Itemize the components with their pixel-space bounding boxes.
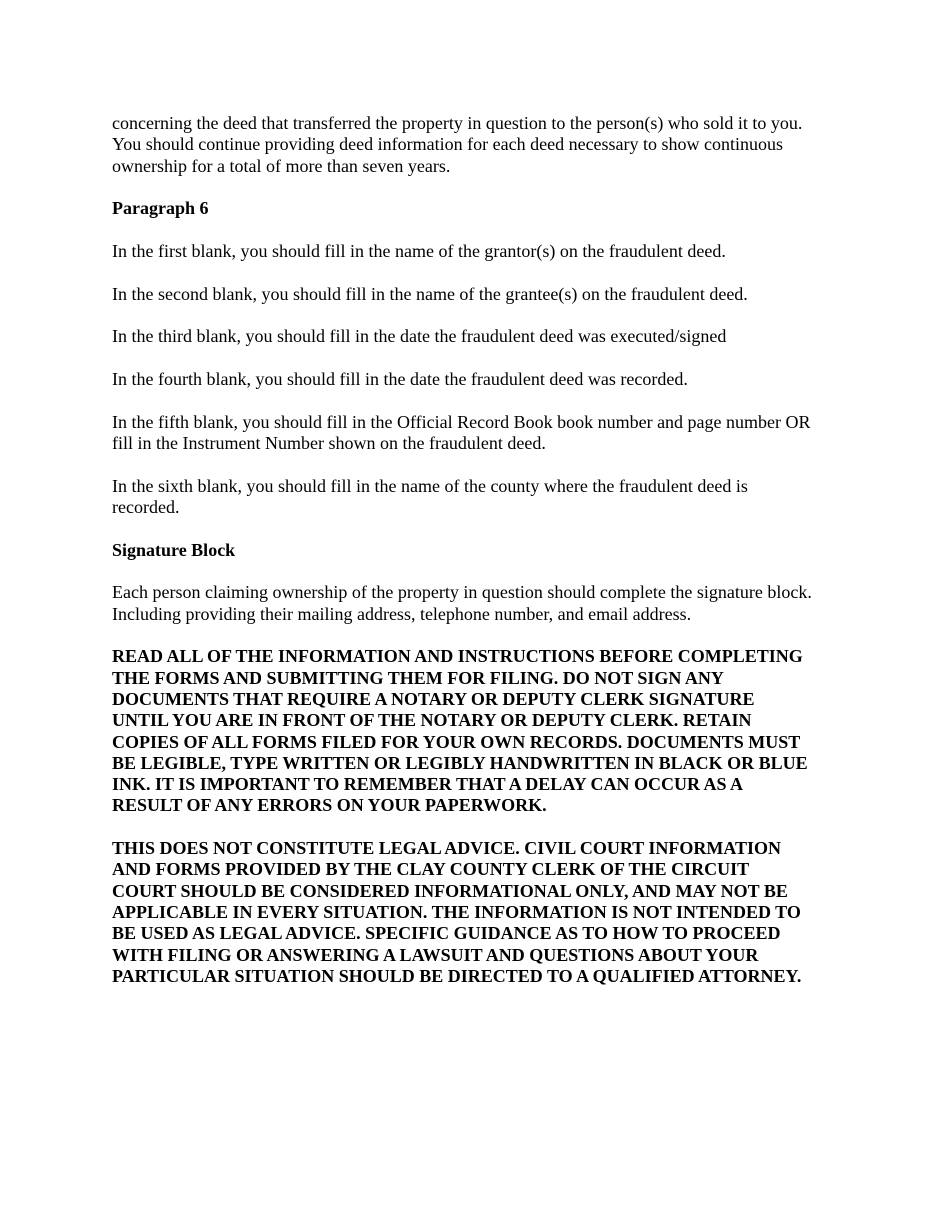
notice-paragraph xyxy=(112,646,852,816)
text-line: In the second blank, you should fill in the name of the grantee(s) on the fraudulent deed. xyxy=(112,283,748,304)
paragraph xyxy=(112,369,852,390)
notice-paragraph xyxy=(112,838,852,987)
text-line: UNTIL YOU ARE IN FRONT OF THE NOTARY OR DEPUTY CLERK. RETAIN xyxy=(112,710,752,731)
text-line: COPIES OF ALL FORMS FILED FOR YOUR OWN RECORDS. DOCUMENTS MUST xyxy=(112,731,801,752)
section-heading xyxy=(112,198,852,219)
text-line: BE USED AS LEGAL ADVICE. SPECIFIC GUIDANCE AS TO HOW TO PROCEED xyxy=(112,923,781,944)
text-line: WITH FILING OR ANSWERING A LAWSUIT AND QUESTIONS ABOUT YOUR xyxy=(112,944,759,965)
text-line: APPLICABLE IN EVERY SITUATION. THE INFORMATION IS NOT INTENDED TO xyxy=(112,902,801,923)
text-line: In the third blank, you should fill in the date the fraudulent deed was executed/signed xyxy=(112,326,727,347)
text-line: DOCUMENTS THAT REQUIRE A NOTARY OR DEPUTY CLERK SIGNATURE xyxy=(112,688,755,709)
text-line: THIS DOES NOT CONSTITUTE LEGAL ADVICE. CIVIL COURT INFORMATION xyxy=(112,838,782,859)
text-line: BE LEGIBLE, TYPE WRITTEN OR LEGIBLY HANDWRITTEN IN BLACK OR BLUE xyxy=(112,752,808,773)
text-line: COURT SHOULD BE CONSIDERED INFORMATIONAL ONLY, AND MAY NOT BE xyxy=(112,880,788,901)
text-line: INK. IT IS IMPORTANT TO REMEMBER THAT A DELAY CAN OCCUR AS A xyxy=(112,774,744,795)
paragraph xyxy=(112,476,852,519)
paragraph xyxy=(112,582,852,625)
text-line: Including providing their mailing address, telephone number, and email address. xyxy=(112,603,692,624)
text-line: THE FORMS AND SUBMITTING THEM FOR FILING. DO NOT SIGN ANY xyxy=(112,667,724,688)
text-line: READ ALL OF THE INFORMATION AND INSTRUCTIONS BEFORE COMPLETING xyxy=(112,646,803,667)
text-line: In the fifth blank, you should fill in the Official Record Book book number and page number OR xyxy=(112,411,811,432)
text-line: PARTICULAR SITUATION SHOULD BE DIRECTED TO A QUALIFIED ATTORNEY. xyxy=(112,965,802,986)
paragraph xyxy=(112,412,852,455)
paragraph xyxy=(112,241,852,262)
text-line: You should continue providing deed information for each deed necessary to show continuous xyxy=(112,134,784,155)
text-line: Paragraph 6 xyxy=(112,198,209,219)
text-line: recorded. xyxy=(112,497,180,517)
paragraph xyxy=(112,284,852,305)
text-line: In the sixth blank, you should fill in the name of the county where the fraudulent deed is xyxy=(112,475,748,496)
text-line: In the fourth blank, you should fill in the date the fraudulent deed was recorded. xyxy=(112,369,688,390)
text-line: fill in the Instrument Number shown on the fraudulent deed. xyxy=(112,433,546,454)
paragraph xyxy=(112,113,852,177)
text-line: ownership for a total of more than seven years. xyxy=(112,155,451,176)
text-line: In the first blank, you should fill in the name of the grantor(s) on the fraudulent deed. xyxy=(112,240,726,261)
text-line: RESULT OF ANY ERRORS ON YOUR PAPERWORK. xyxy=(112,795,547,816)
paragraph xyxy=(112,326,852,347)
text-line: Signature Block xyxy=(112,539,236,560)
document-page xyxy=(112,113,852,1009)
text-line: concerning the deed that transferred the property in question to the person(s) who sold it to you. xyxy=(112,113,803,133)
text-line: AND FORMS PROVIDED BY THE CLAY COUNTY CLERK OF THE CIRCUIT xyxy=(112,859,750,880)
section-heading xyxy=(112,540,852,561)
text-line: Each person claiming ownership of the property in question should complete the signature block. xyxy=(112,582,812,603)
